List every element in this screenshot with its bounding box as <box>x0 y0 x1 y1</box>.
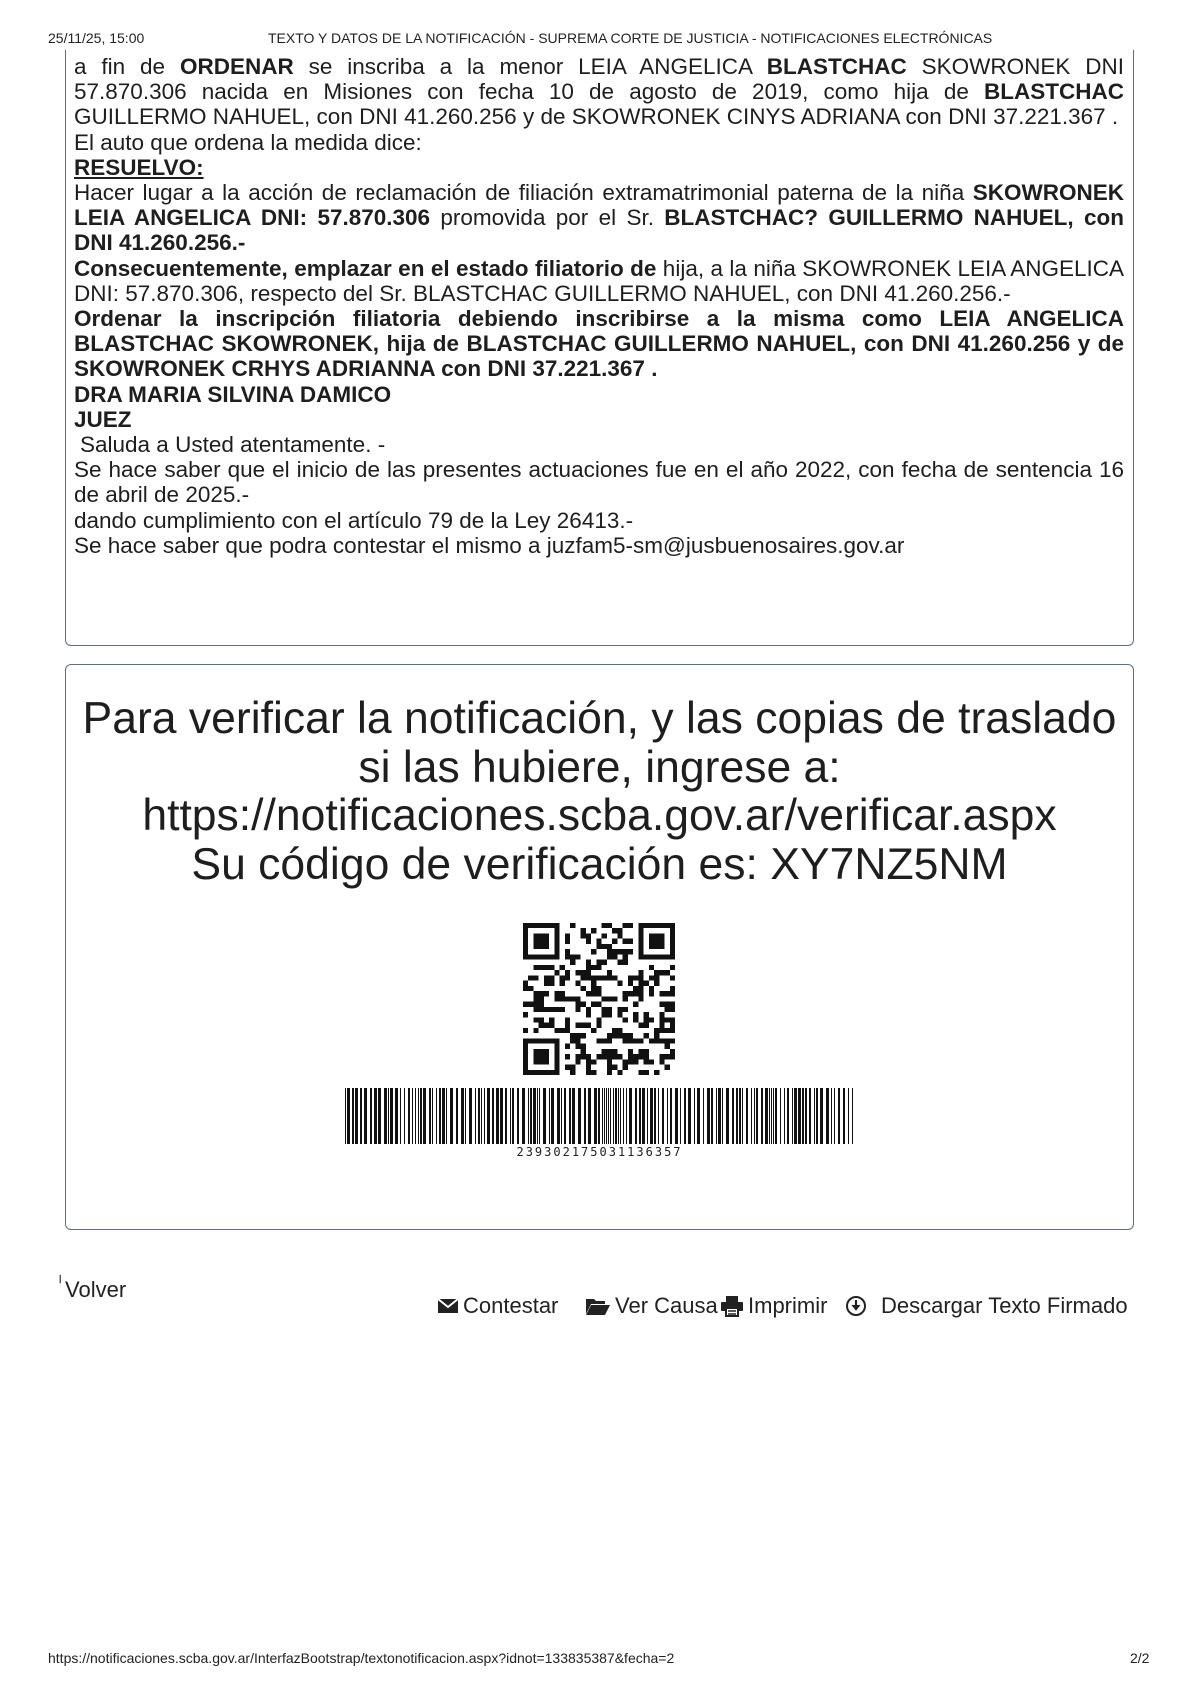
text-run: promovida por el Sr. <box>430 205 665 231</box>
text-run-bold: BLASTCHAC? GUILLERMO NAHUEL, con DNI 41.260.256.- <box>74 205 1124 256</box>
view-case-label: Ver Causa <box>615 1293 718 1318</box>
text-run: Hacer lugar a la acción de reclamación de filiación extramatrimonial paterna de la niña <box>74 180 973 206</box>
text-run-bold: JUEZ <box>74 406 132 432</box>
notification-body <box>74 54 1124 558</box>
printer-icon <box>720 1295 744 1317</box>
text-run-bold: ORDENAR <box>179 54 294 79</box>
back-link[interactable]: Volver <box>65 1277 127 1302</box>
paragraph-resolution-1 <box>74 180 1124 256</box>
text-run-bold: DRA MARIA SILVINA DAMICO <box>74 381 392 407</box>
action-toolbar <box>437 1293 1140 1323</box>
text-run: se inscriba a la menor LEIA ANGELICA <box>293 54 767 79</box>
page-number: 2/2 <box>1130 1650 1150 1666</box>
folder-open-icon <box>585 1296 611 1316</box>
print-date: 25/11/25, 15:00 <box>48 30 145 46</box>
view-case-button[interactable] <box>585 1293 718 1319</box>
text-run-bold: SKOWRONEK LEIA ANGELICA DNI: 57.870.306 <box>74 180 1124 231</box>
verification-code: Su código de verificación es: XY7NZ5NM <box>191 839 1008 889</box>
envelope-icon <box>437 1297 459 1315</box>
download-circle-icon <box>845 1295 867 1317</box>
broken-image-icon: ╵ <box>56 1275 65 1291</box>
barcode <box>345 1088 853 1144</box>
text-run: SKOWRONEK DNI 57.870.306 nacida en Misiones con fecha 10 de agosto de 2019, como hija de <box>74 54 1124 105</box>
resuelvo-heading <box>74 155 1124 180</box>
verification-instructions <box>66 695 1133 889</box>
paragraph-dates: Se hace saber que el inicio de las presentes actuaciones fue en el año 2022, con fecha de sentencia 16 de abril de 2025.- <box>74 457 1124 508</box>
text-run: hija, a la niña SKOWRONEK LEIA ANGELICA DNI: 57.870.306, respecto del Sr. BLASTCHAC GUILLERMO NAHUEL, con DNI 41.260.256.- <box>74 255 1124 306</box>
text-run: a fin de <box>74 54 180 79</box>
barcode-number: 239302175031136357 <box>516 1145 683 1159</box>
print-label: Imprimir <box>748 1293 828 1318</box>
paragraph-resolution-3 <box>74 306 1124 382</box>
download-signed-text-button[interactable] <box>845 1293 1128 1319</box>
verification-panel <box>65 664 1134 1230</box>
reply-button[interactable] <box>437 1293 558 1319</box>
download-label: Descargar Texto Firmado <box>881 1293 1128 1318</box>
paragraph-contact: Se hace saber que podra contestar el mismo a juzfam5-sm@jusbuenosaires.gov.ar <box>74 532 905 558</box>
print-footer-url: https://notificaciones.scba.gov.ar/InterfazBootstrap/textonotificacion.aspx?idnot=133835387&fecha=2 <box>48 1650 675 1666</box>
verify-line-1: Para verificar la notificación, y las copias de traslado <box>82 694 1117 743</box>
print-button[interactable] <box>720 1293 827 1319</box>
paragraph-resolution-2 <box>74 256 1124 306</box>
paragraph-law: dando cumplimiento con el artículo 79 de la Ley 26413.- <box>74 507 634 533</box>
text-run-bold: Ordenar la inscripción filiatoria debiendo inscribirse a la misma como LEIA ANGELICA BLASTCHAC SKOWRONEK, hija de BLASTCHAC GUILLERMO NAHUEL, con DNI 41.260.256 y de SKOWRONEK CRHYS ADRIANNA con DNI 37.221.367 . <box>74 306 1124 382</box>
closing-greeting: Saluda a Usted atentamente. - <box>80 432 386 458</box>
text-run-bold: Consecuentemente, emplazar en el estado filiatorio de <box>74 255 657 281</box>
notification-text-panel <box>65 50 1134 646</box>
judge-title <box>74 407 1124 432</box>
qr-code <box>523 923 675 1075</box>
text-run: GUILLERMO NAHUEL, con DNI 41.260.256 y de SKOWRONEK CINYS ADRIANA con DNI 37.221.367 . <box>74 104 1119 130</box>
resuelvo-label: RESUELVO: <box>74 154 204 180</box>
text-run-bold: BLASTCHAC <box>766 54 907 79</box>
paragraph-order <box>74 54 1124 130</box>
verify-line-2: si las hubiere, ingrese a: <box>358 742 841 792</box>
print-header-title: TEXTO Y DATOS DE LA NOTIFICACIÓN - SUPREMA CORTE DE JUSTICIA - NOTIFICACIONES ELECTRÓNICAS <box>268 30 993 46</box>
paragraph-intro: El auto que ordena la medida dice: <box>74 129 422 155</box>
reply-label: Contestar <box>463 1293 559 1318</box>
judge-name <box>74 382 1124 407</box>
verify-url: https://notificaciones.scba.gov.ar/verificar.aspx <box>142 791 1057 840</box>
text-run-bold: BLASTCHAC <box>984 79 1124 105</box>
